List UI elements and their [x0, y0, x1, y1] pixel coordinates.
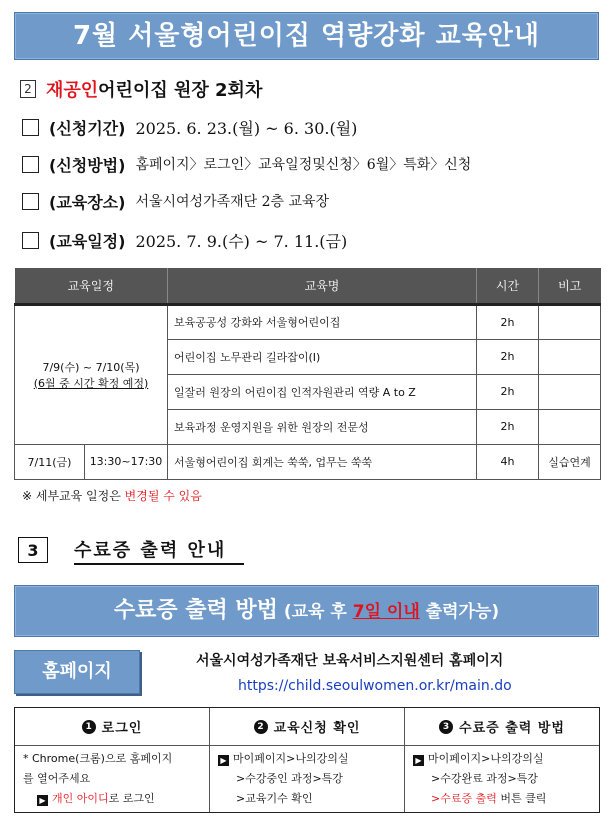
homepage-badge: 홈페이지	[14, 650, 140, 694]
info-label: (교육장소)	[49, 192, 126, 212]
table-note	[22, 487, 202, 504]
note-cell	[539, 374, 601, 409]
table-note-prefix: ※ 세부교육 일정은	[22, 489, 125, 503]
info-value: 서울시여성가족재단 2층 교육장	[135, 194, 330, 210]
course-cell: 보육공공성 강화와 서울형어린이집	[168, 304, 477, 339]
method-deadline: 7일 이내	[352, 602, 420, 622]
course-cell: 어린이집 노무관리 길라잡이(Ⅰ)	[168, 339, 477, 374]
step-header	[210, 708, 404, 746]
section3-heading	[18, 536, 244, 564]
section2-title	[46, 76, 262, 102]
step-body	[210, 746, 404, 812]
time-cell: 13:30~17:30	[85, 444, 168, 479]
course-cell: 서울형어린이집 회계는 쑥쑥, 업무는 쑥쑥	[168, 444, 477, 479]
hours-cell: 2h	[477, 374, 539, 409]
step-line-highlight: 개인 아이디	[52, 792, 109, 805]
section2-title-highlight: 재공인	[46, 80, 99, 101]
header-course: 교육명	[168, 268, 477, 304]
note-cell	[539, 339, 601, 374]
table-row	[15, 444, 601, 479]
info-label: (신청기간)	[49, 118, 126, 138]
group-date-cell	[15, 304, 168, 444]
step-title: 수료증 출력 방법	[459, 721, 565, 736]
step-line	[218, 749, 396, 769]
hours-cell: 2h	[477, 339, 539, 374]
checkbox-icon	[22, 193, 39, 210]
step-line	[23, 789, 201, 809]
step-line-highlight: >수료증 출력	[431, 792, 497, 805]
step-header	[15, 708, 209, 746]
page-title: 7월 서울형어린이집 역량강화 교육안내	[72, 21, 541, 51]
table-header-row	[15, 268, 601, 304]
method-subtitle-open: (교육 후	[277, 602, 353, 622]
section2-title-rest: 어린이집 원장 2회차	[98, 80, 263, 101]
step-line-rest: 로 로그인	[108, 792, 155, 805]
certificate-method-banner	[14, 585, 599, 637]
section2-heading	[20, 76, 262, 102]
course-cell: 일잘러 원장의 어린이집 인적자원관리 역량 A to Z	[168, 374, 477, 409]
hours-cell: 2h	[477, 304, 539, 339]
arrow-right-icon: ▶	[218, 755, 229, 766]
homepage-link[interactable]: https://child.seoulwomen.or.kr/main.do	[238, 678, 512, 694]
step-line: >수강중인 과정>특강	[236, 772, 343, 785]
header-note: 비고	[539, 268, 601, 304]
method-subtitle	[278, 602, 499, 622]
step-title: 로그인	[101, 721, 143, 736]
step-title: 교육신청 확인	[273, 721, 361, 736]
hours-cell: 2h	[477, 409, 539, 444]
method-subtitle-close: 출력가능)	[419, 602, 500, 622]
step-line: >수강완료 과정>특강	[431, 772, 538, 785]
table-row	[15, 304, 601, 339]
step-number-icon: 3	[439, 720, 453, 734]
checkbox-icon	[22, 232, 39, 249]
step-check-enrollment	[210, 708, 405, 812]
table-note-highlight: 변경될 수 있음	[124, 489, 202, 503]
schedule-table	[14, 268, 601, 480]
step-login	[15, 708, 210, 812]
method-title: 수료증 출력 방법	[113, 598, 278, 623]
info-value: 2025. 6. 23.(월) ~ 6. 30.(월)	[135, 118, 358, 138]
arrow-right-icon: ▶	[37, 795, 48, 806]
step-print-certificate	[405, 708, 599, 812]
step-number-icon: 1	[82, 720, 96, 734]
course-cell: 보육과정 운영지원을 위한 원장의 전문성	[168, 409, 477, 444]
header-schedule: 교육일정	[15, 268, 168, 304]
step-line-rest: 버튼 클릭	[496, 792, 547, 805]
arrow-right-icon: ▶	[413, 755, 424, 766]
group-date: 7/9(수) ~ 7/10(목)	[42, 360, 140, 374]
checkbox-icon	[22, 156, 39, 173]
section3-title: 수료증 출력 안내	[74, 536, 244, 565]
title-banner	[14, 12, 599, 60]
step-line: 를 열어주세요	[23, 772, 91, 785]
info-value: 홈페이지〉로그인〉교육일정및신청〉6월〉특화〉신청	[135, 157, 472, 173]
step-body	[405, 746, 599, 812]
info-label: (교육일정)	[49, 231, 126, 251]
certificate-steps	[14, 707, 600, 813]
note-cell	[539, 409, 601, 444]
step-line	[413, 749, 591, 769]
info-row-apply-method	[22, 150, 471, 178]
step-line	[413, 789, 591, 809]
step-number-icon: 2	[254, 720, 268, 734]
checkbox-icon	[22, 119, 39, 136]
header-hours: 시간	[477, 268, 539, 304]
step-line: >교육기수 확인	[236, 792, 313, 805]
section-number-box: 2	[20, 80, 36, 98]
note-cell	[539, 304, 601, 339]
step-line-text: 마이페이지>나의강의실	[428, 752, 544, 765]
step-body	[15, 746, 209, 812]
info-row-location	[22, 187, 329, 215]
note-cell: 실습연계	[539, 444, 601, 479]
step-header	[405, 708, 599, 746]
hours-cell: 4h	[477, 444, 539, 479]
info-row-schedule	[22, 226, 347, 254]
section-number-box: 3	[18, 537, 48, 563]
step-line-text: 마이페이지>나의강의실	[233, 752, 349, 765]
date-cell: 7/11(금)	[15, 444, 85, 479]
organization-name: 서울시여성가족재단 보육서비스지원센터 홈페이지	[196, 653, 504, 669]
step-line: * Chrome(크롬)으로 홈페이지	[23, 752, 173, 765]
info-row-apply-period	[22, 113, 357, 141]
info-label: (신청방법)	[49, 155, 126, 175]
info-value: 2025. 7. 9.(수) ~ 7. 11.(금)	[135, 231, 348, 251]
group-date-note: (6월 중 시간 확정 예정)	[33, 376, 149, 390]
